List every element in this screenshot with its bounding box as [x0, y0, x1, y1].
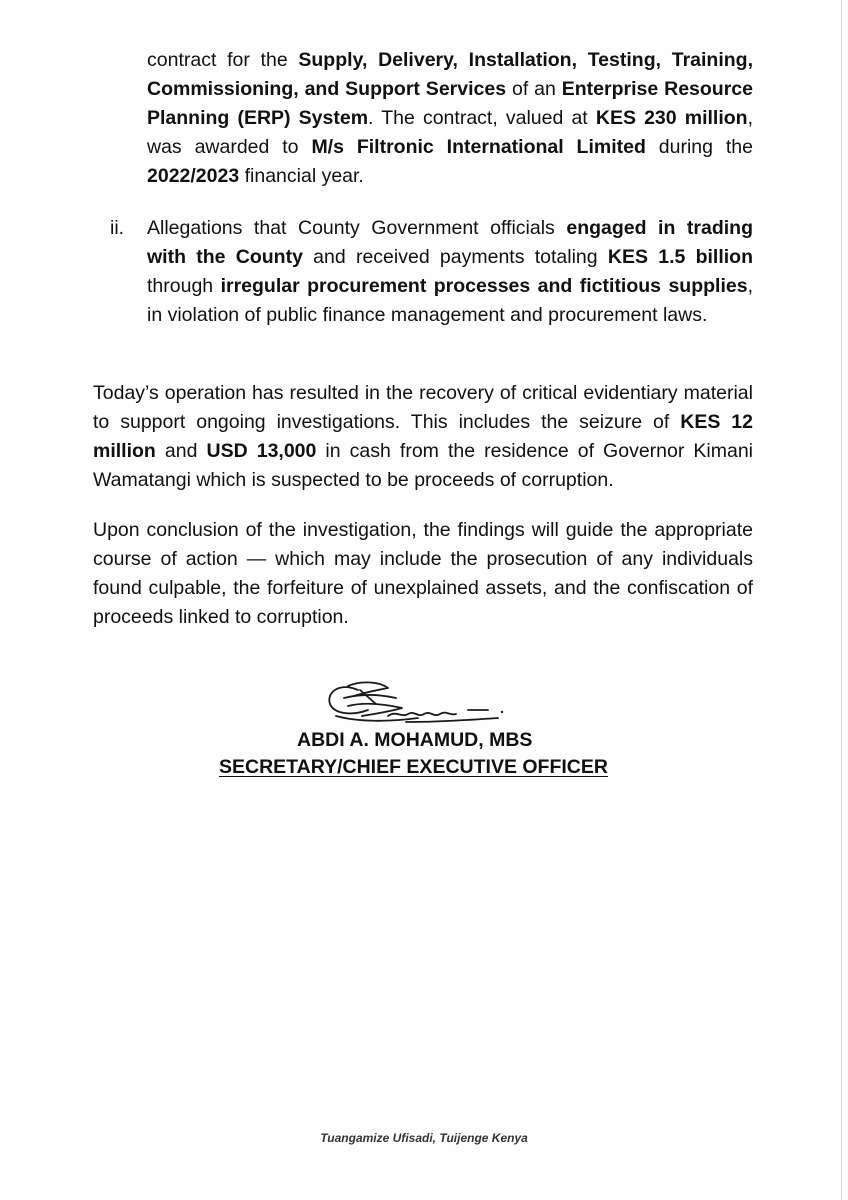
bold-text-segment: USD 13,000: [206, 440, 317, 462]
signatory-name: ABDI A. MOHAMUD, MBS: [297, 729, 533, 751]
text-segment: contract for the: [147, 49, 299, 71]
text-segment: Allegations that County Government officials: [147, 217, 567, 239]
text-segment: and received payments totaling: [302, 246, 608, 268]
text-segment: and: [155, 440, 207, 462]
bold-text-segment: Enterprise Resource Planning (ERP) System: [147, 78, 753, 129]
bold-text-segment: M/s Filtronic International Limited: [311, 136, 646, 158]
text-segment: financial year.: [239, 165, 364, 187]
bold-text-segment: 2022/2023: [147, 165, 240, 187]
text-segment: in cash from the residence of Governor Kimani Wamatangi which is suspected to be proceeds of corruption.: [93, 440, 753, 491]
text-segment: , in violation of public finance management and procurement laws.: [147, 275, 753, 326]
bold-text-segment: KES 12 million: [93, 411, 753, 462]
bold-text-segment: Supply, Delivery, Installation, Testing, Training, Commissioning, and Support Services: [147, 49, 753, 100]
bold-text-segment: engaged in trading with the County: [147, 217, 753, 268]
bold-text-segment: KES 1.5 billion: [607, 246, 753, 268]
list-item-i-continuation: [147, 46, 753, 191]
text-segment: through: [147, 275, 221, 297]
text-segment: Upon conclusion of the investigation, the findings will guide the appropriate course of action — which may include the prosecution of any individuals found culpable, the forfeiture of unexplained assets, and the confiscation of proceeds linked to corruption.: [93, 519, 753, 628]
footer-motto: [0, 1131, 848, 1145]
conclusion-paragraph: [93, 516, 753, 632]
scan-edge-line: [841, 0, 842, 1200]
text-segment: . The contract, valued at: [368, 107, 596, 129]
list-item-ii-text: [147, 214, 753, 330]
operation-paragraph: [93, 379, 753, 495]
text-segment: , was awarded to: [147, 107, 753, 158]
bold-text-segment: irregular procurement processes and fictitious supplies: [220, 275, 748, 297]
list-item-ii-number: ii.: [110, 217, 125, 239]
signatory-title: SECRETARY/CHIEF EXECUTIVE OFFICER: [219, 756, 608, 778]
text-segment: during the: [645, 136, 753, 158]
text-segment: of an: [506, 78, 562, 100]
text-segment: Today’s operation has resulted in the recovery of critical evidentiary material to support ongoing investigations. This includes the seizure of: [93, 382, 753, 433]
bold-text-segment: KES 230 million: [595, 107, 748, 129]
handwritten-signature: [318, 676, 508, 732]
footer-motto-text: Tuangamize Ufisadi, Tuijenge Kenya: [320, 1131, 528, 1145]
